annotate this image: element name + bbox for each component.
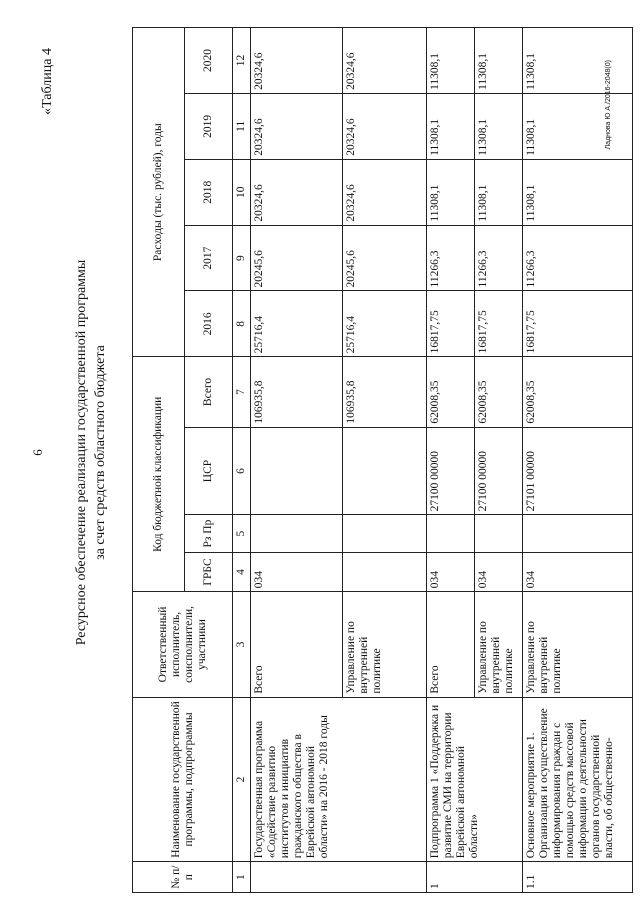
cell-v2016: 16817,75 <box>475 291 523 357</box>
cell-rzpr <box>251 515 343 552</box>
column-number: 3 <box>233 592 251 697</box>
cell-v2019: 20324,6 <box>251 93 343 159</box>
cell-total: 106935,8 <box>251 357 343 427</box>
column-number-row <box>233 28 251 893</box>
cell-v2016: 25716,4 <box>343 291 427 357</box>
table-row <box>523 28 633 893</box>
cell-grbs: 034 <box>475 552 523 592</box>
page-number: 6 <box>30 449 45 456</box>
cell-rzpr <box>475 515 523 552</box>
cell-total: 62008,35 <box>523 357 633 427</box>
cell-csr <box>251 427 343 515</box>
column-number: 2 <box>233 697 251 862</box>
cell-v2017: 11266,3 <box>427 225 475 291</box>
cell-v2018: 11308,1 <box>523 159 633 225</box>
header-csr: ЦСР <box>185 427 233 515</box>
cell-grbs: 034 <box>427 552 475 592</box>
cell-v2017: 11266,3 <box>523 225 633 291</box>
column-number: 9 <box>233 225 251 291</box>
responsible-cell: Управление по внутренней политике <box>343 592 427 697</box>
cell-v2019: 11308,1 <box>523 93 633 159</box>
title-line-2: за счет средств областного бюджета <box>93 345 108 560</box>
column-number: 5 <box>233 515 251 552</box>
program-name: Государственная программа «Содействие развитию институтов и инициатив гражданского общества в Еврейской автономной области» на 2016 - 2018 годы <box>251 697 427 862</box>
cell-csr: 27101 00000 <box>523 427 633 515</box>
document-title <box>72 0 110 905</box>
cell-csr: 27100 00000 <box>475 427 523 515</box>
cell-total: 62008,35 <box>427 357 475 427</box>
column-number: 8 <box>233 291 251 357</box>
program-name: Подпрограмма 1 «Поддержка и развитие СМИ на территории Еврейской автономной области» <box>427 697 523 862</box>
header-year-2018: 2018 <box>185 159 233 225</box>
cell-v2020: 11308,1 <box>523 28 633 94</box>
header-num: № п/п <box>133 862 233 893</box>
title-line-1: Ресурсное обеспечение реализации государственной программы <box>74 259 89 646</box>
responsible-cell: Управление по внутренней политике <box>523 592 633 697</box>
header-budget-code: Код бюджетной классификации <box>133 357 185 592</box>
cell-csr: 27100 00000 <box>427 427 475 515</box>
header-name: Наименование государственной программы, подпрограммы <box>133 697 233 862</box>
cell-grbs: 034 <box>251 552 343 592</box>
responsible-cell: Всего <box>251 592 343 697</box>
column-number: 12 <box>233 28 251 94</box>
cell-rzpr <box>343 515 427 552</box>
cell-v2017: 11266,3 <box>475 225 523 291</box>
cell-v2018: 20324,6 <box>251 159 343 225</box>
header-year-2017: 2017 <box>185 225 233 291</box>
cell-v2020: 20324,6 <box>251 28 343 94</box>
cell-v2018: 11308,1 <box>475 159 523 225</box>
responsible-cell: Всего <box>427 592 475 697</box>
cell-v2016: 25716,4 <box>251 291 343 357</box>
cell-v2019: 11308,1 <box>427 93 475 159</box>
cell-v2019: 11308,1 <box>475 93 523 159</box>
row-number <box>251 862 427 893</box>
resource-table <box>132 27 633 893</box>
cell-v2017: 20245,6 <box>343 225 427 291</box>
cell-v2020: 11308,1 <box>427 28 475 94</box>
header-total: Всего <box>185 357 233 427</box>
row-number: 1 <box>427 862 523 893</box>
cell-v2020: 11308,1 <box>475 28 523 94</box>
cell-v2016: 16817,75 <box>427 291 475 357</box>
header-year-2016: 2016 <box>185 291 233 357</box>
table-label: «Таблица 4 <box>40 48 55 115</box>
cell-rzpr <box>427 515 475 552</box>
cell-total: 106935,8 <box>343 357 427 427</box>
table-row <box>427 28 475 893</box>
header-year-2019: 2019 <box>185 93 233 159</box>
column-number: 6 <box>233 427 251 515</box>
header-responsible: Ответственный исполнитель, соисполнители, участники <box>133 592 233 697</box>
cell-v2018: 20324,6 <box>343 159 427 225</box>
column-number: 1 <box>233 862 251 893</box>
cell-grbs: 034 <box>523 552 633 592</box>
footer-stamp: Ладнова Ю А./2016-2048(0) <box>605 60 612 150</box>
column-number: 11 <box>233 93 251 159</box>
column-number: 4 <box>233 552 251 592</box>
header-year-2020: 2020 <box>185 28 233 94</box>
column-number: 7 <box>233 357 251 427</box>
header-rzpr: Рз Пр <box>185 515 233 552</box>
cell-v2019: 20324,6 <box>343 93 427 159</box>
responsible-cell: Управление по внутренней политике <box>475 592 523 697</box>
column-number: 10 <box>233 159 251 225</box>
header-grbs: ГРБС <box>185 552 233 592</box>
cell-grbs <box>343 552 427 592</box>
cell-csr <box>343 427 427 515</box>
cell-total: 62008,35 <box>475 357 523 427</box>
cell-rzpr <box>523 515 633 552</box>
header-expenses: Расходы (тыс. рублей), годы <box>133 28 185 357</box>
cell-v2018: 11308,1 <box>427 159 475 225</box>
table-row <box>251 28 343 893</box>
cell-v2017: 20245,6 <box>251 225 343 291</box>
cell-v2016: 16817,75 <box>523 291 633 357</box>
row-number: 1.1 <box>523 862 633 893</box>
program-name: Основное мероприятие 1. Организация и осуществление информирования граждан с помощью средств массовой информации о деятельности органов государственной власти, об общественно- <box>523 697 633 862</box>
cell-v2020: 20324,6 <box>343 28 427 94</box>
